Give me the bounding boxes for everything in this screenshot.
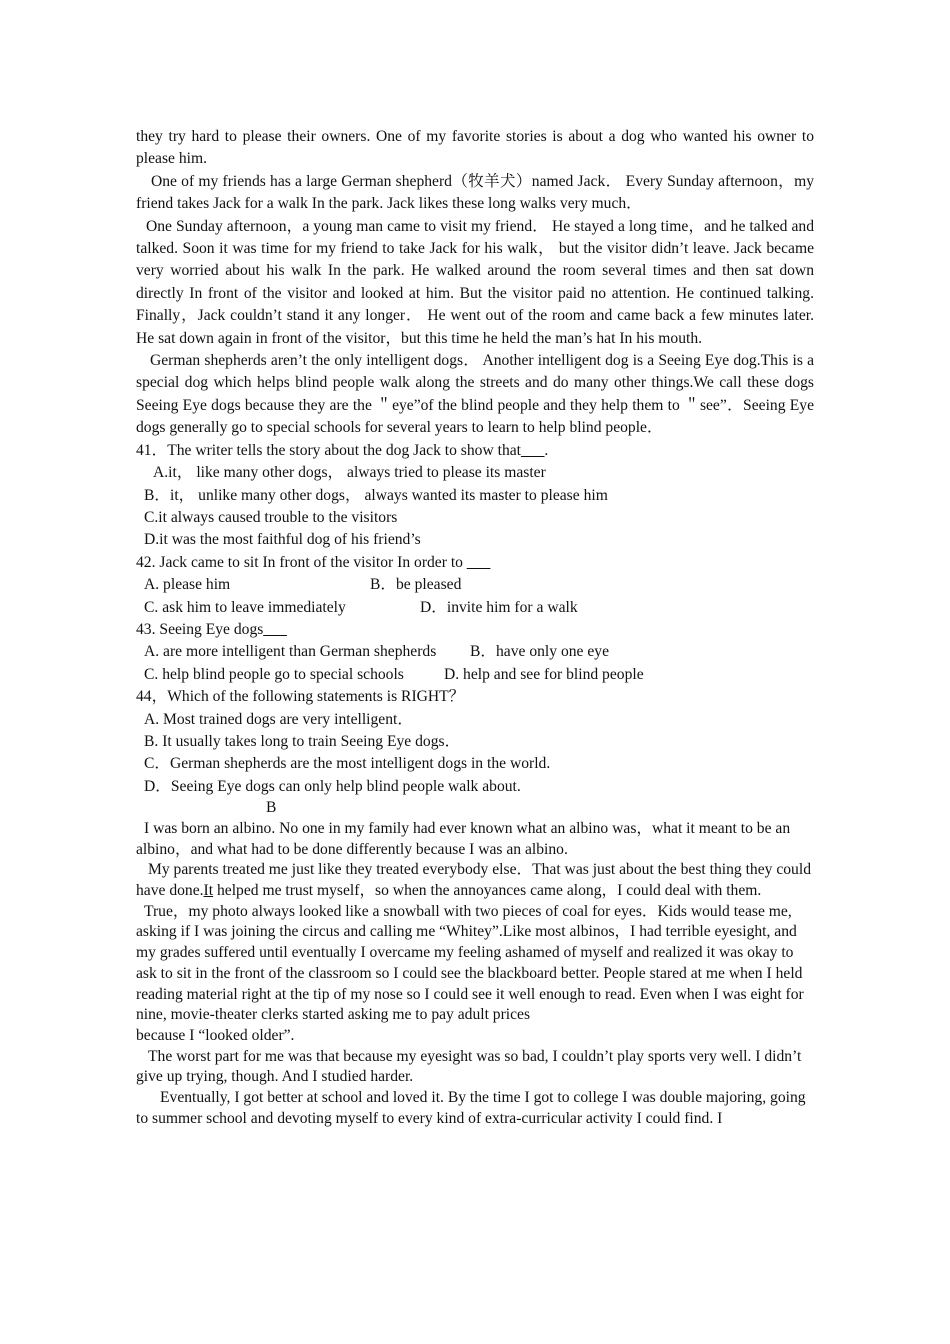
passage-paragraph: One Sunday afternoon，a young man came to visit my friend． He stayed a long time，and he talked and talked. Soon it was time for my friend to take Jack for his walk， but the visitor didn’t leave. Jack became very worried about his walk In the park. He walked around the room several times and then sat down directly In front of the visitor and looked at him. But the visitor paid no attention. He continued talking. Finally，Jack couldn’t stand it any longer． He went out of the room and came back a few minutes later. He sat down again in front of the visitor，but this time he held the man’s hat In his mouth. bbox=[136, 217, 814, 347]
question-stem-end: . bbox=[544, 441, 549, 459]
option-d: D．invite him for a walk bbox=[420, 598, 578, 616]
answer-blank: ___ bbox=[263, 620, 287, 638]
question-41 bbox=[136, 440, 814, 462]
answer-blank: ___ bbox=[521, 441, 545, 459]
answer-blank: ___ bbox=[466, 553, 491, 571]
question-stem: 41．The writer tells the story about the dog Jack to show that bbox=[136, 441, 522, 459]
option-b: B．be pleased bbox=[370, 576, 462, 594]
option-b: B．have only one eye bbox=[470, 643, 610, 661]
option-d: D．Seeing Eye dogs can only help blind people walk about. bbox=[144, 777, 521, 795]
option-a: A. please him bbox=[144, 576, 231, 594]
option-a: A. Most trained dogs are very intelligent． bbox=[144, 710, 413, 728]
passage-paragraph: Eventually, I got better at school and loved it. By the time I got to college I was double majoring, going to summer school and devoting myself to every kind of extra-curricular activity I could find. I bbox=[136, 1089, 806, 1127]
passage-paragraph: One of my friends has a large German shepherd（牧羊犬）named Jack． Every Sunday afternoon，my friend takes Jack for a walk In the park. Jack likes these long walks very much． bbox=[136, 172, 814, 213]
option-a: A. are more intelligent than German shepherds bbox=[144, 643, 437, 661]
passage-paragraph: I was born an albino. No one in my family had ever known what an albino was，what it meant to be an albino，and what had to be done differently because I was an albino. bbox=[136, 819, 791, 858]
underlined-word: It bbox=[203, 882, 214, 899]
question-42 bbox=[136, 552, 814, 574]
option-b: B．it， unlike many other dogs， always wanted its master to please him bbox=[144, 486, 608, 504]
document-body bbox=[136, 126, 814, 1129]
option-row bbox=[136, 664, 814, 686]
passage-paragraph: they try hard to please their owners. One of my favorite stories is about a dog who wanted his owner to please him. bbox=[136, 128, 814, 168]
option-c: C. ask him to leave immediately bbox=[144, 598, 346, 616]
paragraph-text: My parents treated me just like they treated everybody else．That was just about the best thing they could have done. bbox=[136, 861, 811, 899]
passage-paragraph: True，my photo always looked like a snowball with two pieces of coal for eyes．Kids would tease me, asking if I was joining the circus and calling me “Whitey”.Like most albinos，I had terrible eyesight, and my grades suffered until eventually I overcame my feeling ashamed of myself and realized it was okay to ask to sit in the front of the classroom so I could see the blackboard better. People stared at me when I held reading material right at the tip of my nose so I could see it well enough to read. Even when I was eight for nine, movie-theater clerks started asking me to pay adult prices bbox=[136, 902, 804, 1024]
option-c: C. help blind people go to special schools bbox=[144, 665, 404, 683]
question-43 bbox=[136, 619, 814, 641]
option-row bbox=[136, 574, 814, 596]
passage-paragraph: The worst part for me was that because my eyesight was so bad, I couldn’t play sports very well. I didn’t give up trying, though. And I studied harder. bbox=[136, 1047, 802, 1086]
question-44: 44，Which of the following statements is RIGHT？ bbox=[136, 688, 465, 706]
question-stem: 42. Jack came to sit In front of the visitor In order to bbox=[136, 553, 467, 571]
option-row bbox=[136, 641, 814, 663]
passage-paragraph: because I “looked older”. bbox=[136, 1026, 295, 1044]
question-stem: 43. Seeing Eye dogs bbox=[136, 620, 264, 638]
paragraph-text: helped me trust myself，so when the annoyances came along，I could deal with them. bbox=[213, 882, 762, 899]
option-a: A.it， like many other dogs， always tried to please its master bbox=[153, 464, 546, 482]
option-c: C．German shepherds are the most intelligent dogs in the world. bbox=[144, 755, 551, 773]
option-b: B. It usually takes long to train Seeing Eye dogs． bbox=[144, 732, 461, 750]
passage-paragraph bbox=[136, 860, 814, 901]
option-d: D. help and see for blind people bbox=[444, 665, 644, 683]
option-c: C.it always caused trouble to the visitors bbox=[144, 508, 398, 526]
passage-paragraph: German shepherds aren’t the only intelligent dogs． Another intelligent dog is a Seeing Eye dog.This is a special dog which helps blind people walk along the streets and do many other things.We call these dogs Seeing Eye dogs because they are the ＂eye”of the blind people and they help them to ＂see”．Seeing Eye dogs generally go to special schools for several years to learn to help blind people． bbox=[136, 352, 814, 437]
option-row bbox=[136, 597, 814, 619]
section-label: B bbox=[266, 799, 277, 817]
option-d: D.it was the most faithful dog of his friend’s bbox=[144, 531, 421, 549]
